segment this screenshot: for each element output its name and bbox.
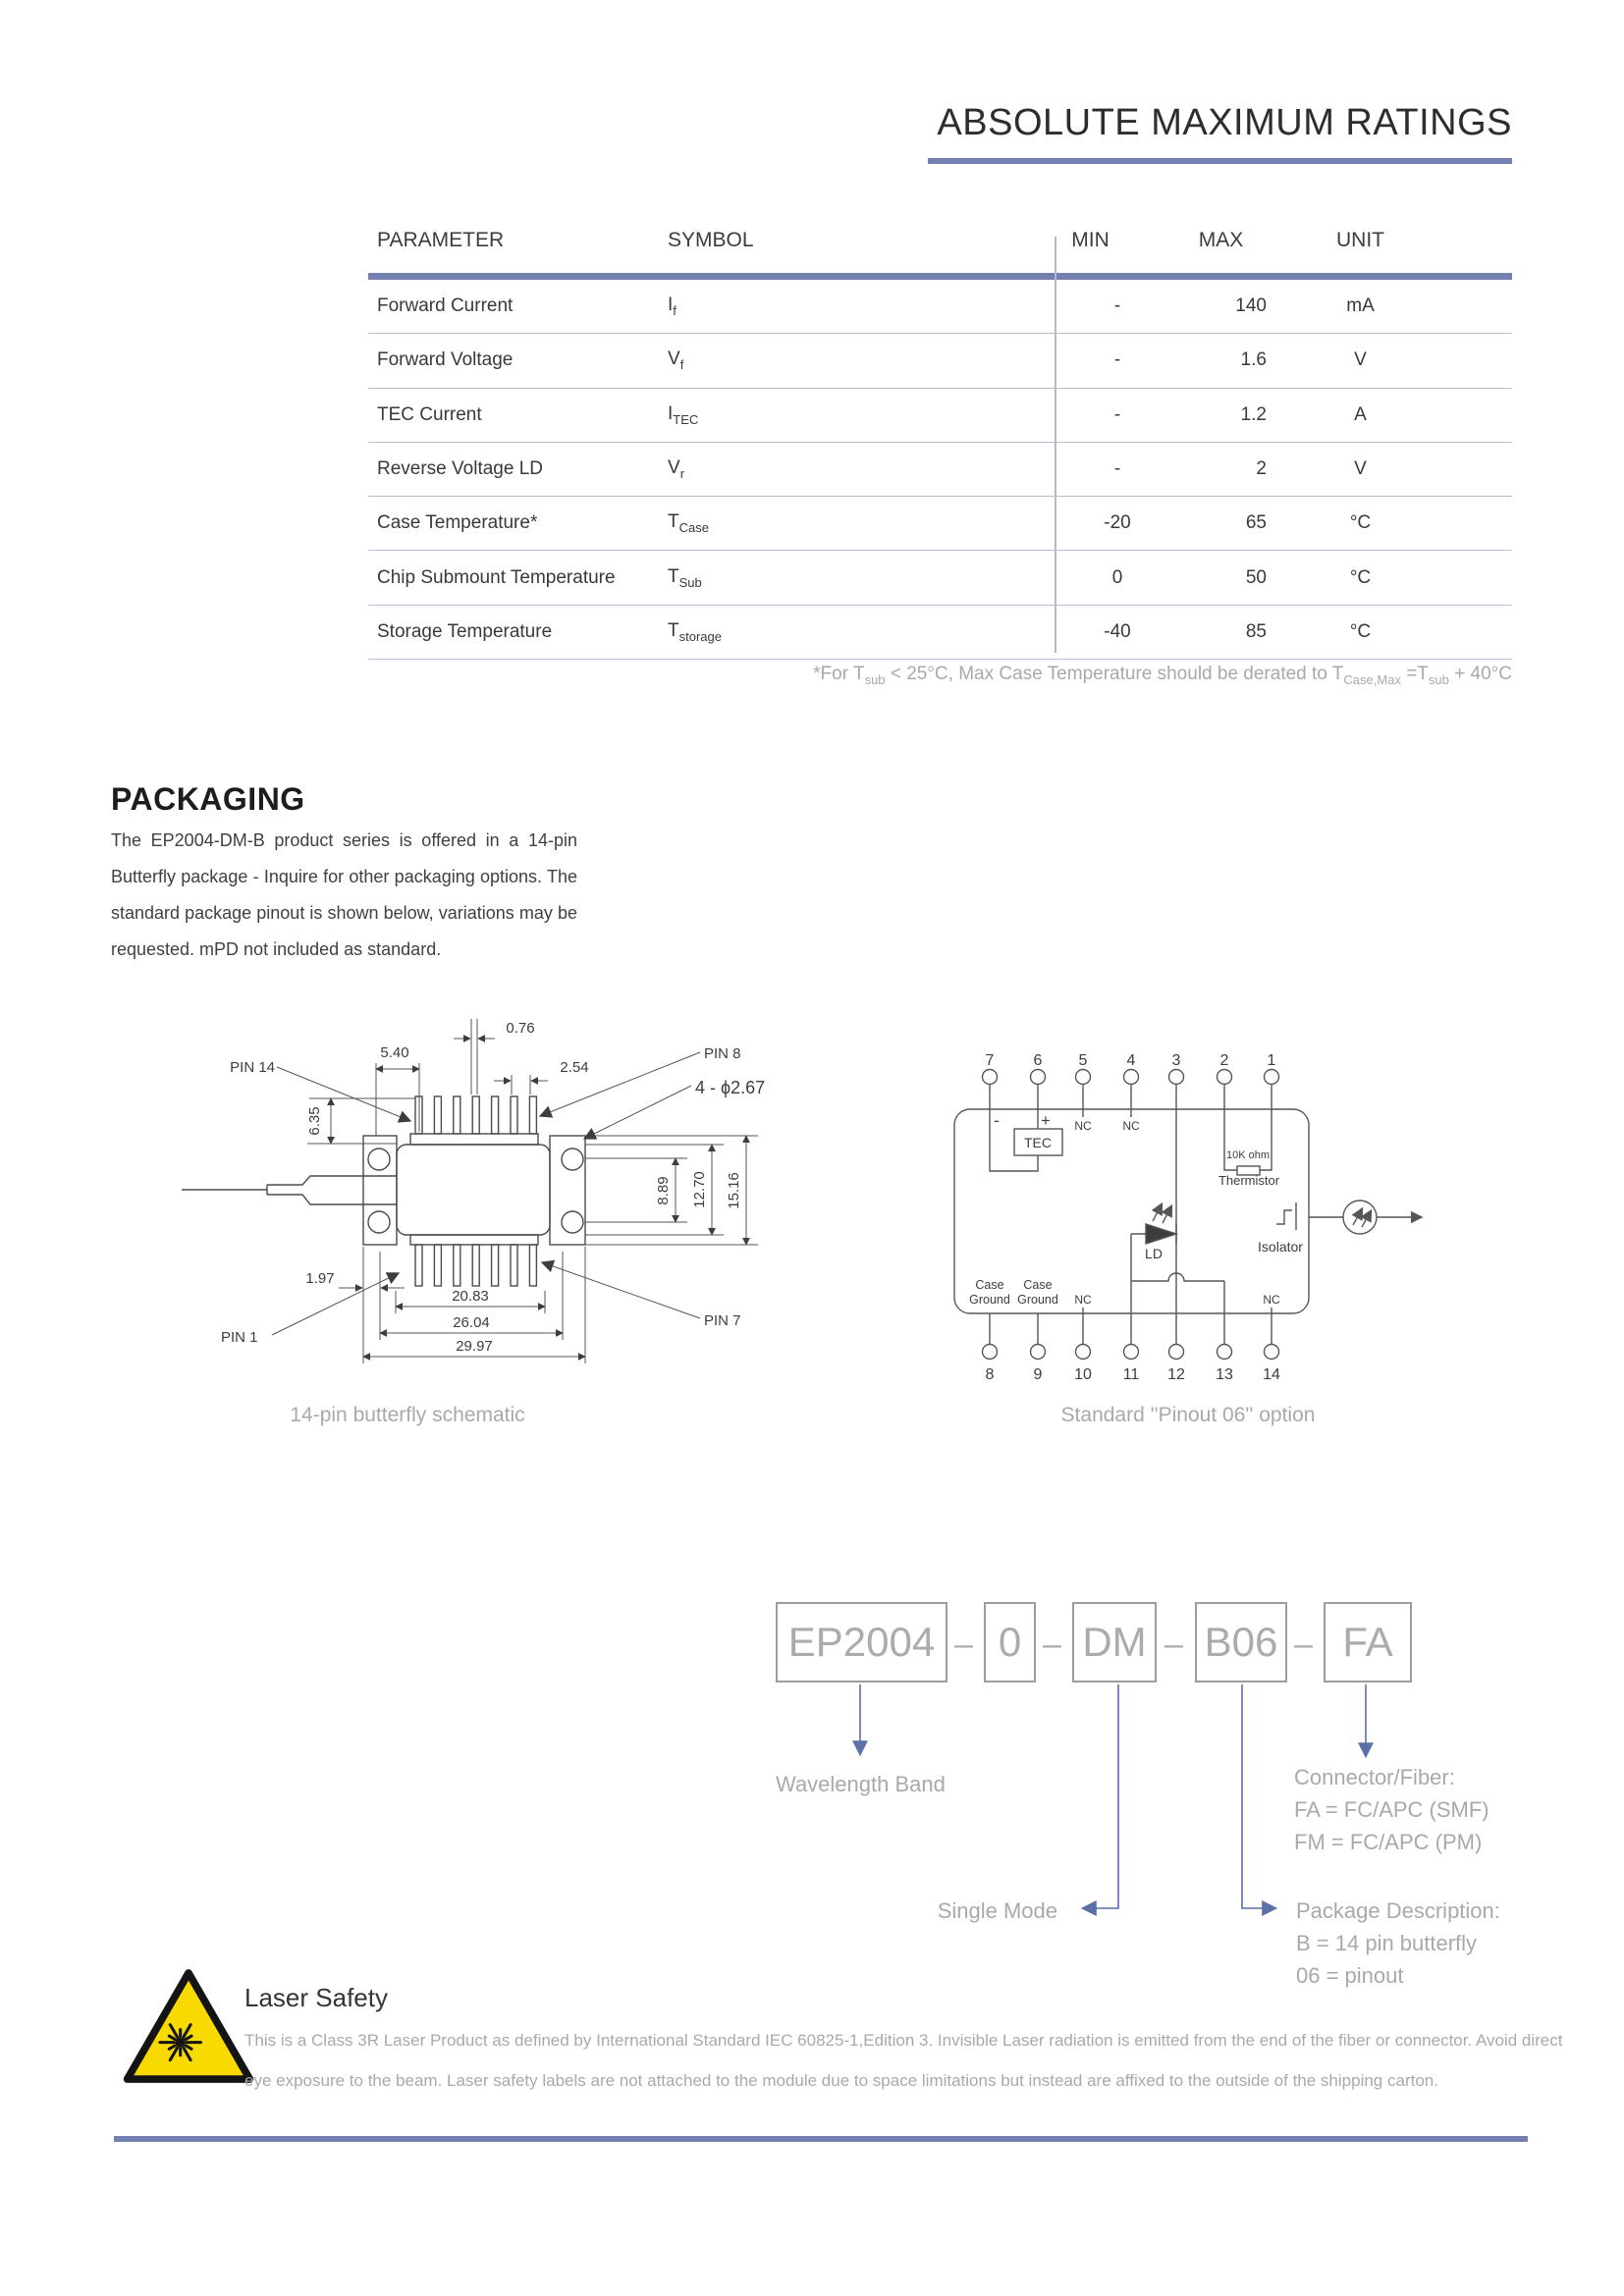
packaging-paragraph: The EP2004-DM-B product series is offered in a 14-pin Butterfly package - Inquire for other packaging options. The standard package pinout is shown below, variations may be requested. mPD not included as standard. bbox=[111, 830, 577, 959]
pin-number: 10 bbox=[1074, 1366, 1092, 1383]
pin7-label: PIN 7 bbox=[704, 1312, 741, 1329]
package-title: Package Description: bbox=[1296, 1898, 1500, 1923]
pin-circle bbox=[1031, 1070, 1046, 1085]
isolator-label: Isolator bbox=[1258, 1239, 1303, 1255]
symbol-cell: $I_f$ bbox=[668, 294, 677, 319]
mounting-hole bbox=[562, 1211, 583, 1233]
pinout-caption: Standard ''Pinout 06'' option bbox=[1060, 1404, 1316, 1426]
dim-pin-height: 6.35 bbox=[306, 1106, 323, 1136]
top-pin-numbers bbox=[986, 1052, 1276, 1069]
dim-flange-height: 15.16 bbox=[726, 1172, 742, 1209]
tec-plus: + bbox=[1041, 1111, 1051, 1130]
dash: – bbox=[954, 1626, 973, 1663]
bottom-pin bbox=[434, 1245, 441, 1286]
bottom-pin bbox=[492, 1245, 499, 1286]
table-row bbox=[368, 389, 1512, 443]
table-row bbox=[368, 334, 1512, 388]
laser-safety-line2: eye exposure to the beam. Laser safety labels are not attached to the module due to space limitations but instead are affixed to the outside of the shipping carton. bbox=[244, 2071, 1438, 2090]
dim-hole-span: 8.89 bbox=[655, 1176, 672, 1205]
dash: – bbox=[1164, 1626, 1183, 1663]
top-pin-rail bbox=[410, 1134, 538, 1145]
bottom-pin bbox=[472, 1245, 479, 1286]
laser-diode bbox=[1146, 1224, 1176, 1244]
case-ground-label: Ground bbox=[1017, 1293, 1058, 1307]
dash: – bbox=[1294, 1626, 1313, 1663]
pin-circle bbox=[1169, 1345, 1184, 1360]
nc-label: NC bbox=[1074, 1293, 1092, 1307]
pin-number: 8 bbox=[985, 1366, 995, 1383]
pin-circle bbox=[1076, 1345, 1091, 1360]
pin-number: 1 bbox=[1267, 1052, 1276, 1069]
parameter-cell: Storage Temperature bbox=[377, 620, 553, 642]
pin-circle bbox=[1265, 1070, 1279, 1085]
thermistor-label: Thermistor bbox=[1218, 1173, 1280, 1188]
symbol-cell: $V_f$ bbox=[668, 348, 684, 373]
column-header-parameter: PARAMETER bbox=[377, 229, 505, 251]
pin-number: 2 bbox=[1219, 1052, 1229, 1069]
case-ground-label: Case bbox=[975, 1278, 1004, 1292]
pin-number: 12 bbox=[1167, 1366, 1185, 1383]
packaging-heading: PACKAGING bbox=[111, 781, 305, 817]
symbol-subscript: Case bbox=[678, 520, 709, 536]
bottom-pin bbox=[529, 1245, 536, 1286]
table-row bbox=[368, 443, 1512, 497]
table-row bbox=[368, 551, 1512, 605]
unit-cell: V bbox=[1354, 349, 1367, 371]
mounting-hole bbox=[562, 1148, 583, 1170]
symbol-cell: $T_{storage}$ bbox=[668, 619, 722, 644]
footnote-subscript: sub bbox=[864, 672, 886, 687]
unit-cell: °C bbox=[1349, 512, 1372, 534]
laser-safety-line1: This is a Class 3R Laser Product as defined by International Standard IEC 60825-1,Edition 3. Invisible Laser radiation is emitted from the end of the fiber or connector. Avoid direct bbox=[244, 2031, 1563, 2050]
dash: – bbox=[1043, 1626, 1061, 1663]
bottom-pin bbox=[511, 1245, 517, 1286]
pin-number: 6 bbox=[1033, 1052, 1043, 1069]
min-cell: -20 bbox=[1104, 512, 1131, 534]
top-pin bbox=[454, 1096, 460, 1134]
pin-circle bbox=[1076, 1070, 1091, 1085]
pin-number: 7 bbox=[985, 1052, 995, 1069]
pin-circle bbox=[983, 1070, 998, 1085]
dim-mounting-holes: 4 - ϕ2.67 bbox=[695, 1078, 766, 1097]
unit-cell: °C bbox=[1349, 566, 1372, 588]
footnote-text: *For T bbox=[813, 664, 865, 684]
connector-title: Connector/Fiber: bbox=[1294, 1765, 1455, 1789]
parameter-cell: Chip Submount Temperature bbox=[377, 566, 616, 588]
column-header-min: MIN bbox=[1071, 229, 1110, 251]
min-cell: - bbox=[1113, 458, 1121, 480]
min-cell: - bbox=[1113, 403, 1121, 425]
symbol-subscript: TEC bbox=[673, 411, 699, 427]
min-cell: -40 bbox=[1104, 620, 1131, 642]
package-option-06: 06 = pinout bbox=[1296, 1963, 1404, 1988]
dim-lead-length: 5.40 bbox=[380, 1044, 409, 1061]
table-footnote bbox=[813, 664, 1512, 687]
parameter-cell: Reverse Voltage LD bbox=[377, 458, 543, 480]
pin-circle bbox=[1265, 1345, 1279, 1360]
table-row bbox=[368, 280, 1512, 334]
unit-cell: mA bbox=[1346, 295, 1375, 317]
column-header-unit: UNIT bbox=[1336, 229, 1384, 251]
max-cell: 2 bbox=[1256, 458, 1267, 480]
table-row bbox=[368, 497, 1512, 551]
parameter-cell: Case Temperature* bbox=[377, 512, 538, 534]
max-cell: 85 bbox=[1245, 620, 1267, 642]
package-option-b: B = 14 pin butterfly bbox=[1296, 1931, 1478, 1955]
mounting-hole bbox=[368, 1211, 390, 1233]
unit-cell: V bbox=[1354, 458, 1367, 480]
footer-rule bbox=[114, 2136, 1528, 2142]
part-number-package: B06 bbox=[1195, 1602, 1287, 1682]
page-title: ABSOLUTE MAXIMUM RATINGS bbox=[937, 102, 1512, 143]
symbol-cell: $V_r$ bbox=[668, 457, 685, 482]
parameter-cell: Forward Current bbox=[377, 295, 514, 317]
parameter-cell: TEC Current bbox=[377, 403, 482, 425]
max-cell: 1.6 bbox=[1240, 349, 1267, 371]
symbol-cell: $T_{Case}$ bbox=[668, 511, 709, 536]
pin8-label: PIN 8 bbox=[704, 1045, 741, 1062]
dim-pin-pitch: 2.54 bbox=[560, 1059, 589, 1076]
connector-fiber-annotation bbox=[1294, 1761, 1489, 1858]
pin-circle bbox=[1124, 1345, 1139, 1360]
wavelength-band-annotation: Wavelength Band bbox=[776, 1772, 946, 1796]
dim-flange-width: 29.97 bbox=[456, 1338, 493, 1355]
part-number-family: EP2004 bbox=[776, 1602, 947, 1682]
table-header-rule bbox=[368, 273, 1512, 280]
table-header-row bbox=[368, 229, 1512, 274]
pin-circle bbox=[1031, 1345, 1046, 1360]
case-ground-label: Ground bbox=[969, 1293, 1010, 1307]
top-pin bbox=[492, 1096, 499, 1134]
pin-circle bbox=[983, 1345, 998, 1360]
footnote-text: =T bbox=[1400, 664, 1429, 684]
top-pin bbox=[472, 1096, 479, 1134]
pin-number: 5 bbox=[1078, 1052, 1088, 1069]
footnote-text: < 25°C, Max Case Temperature should be derated to T bbox=[885, 664, 1344, 684]
pin-number: 3 bbox=[1171, 1052, 1181, 1069]
package-description-annotation bbox=[1296, 1895, 1500, 1992]
symbol-subscript: Sub bbox=[678, 574, 702, 590]
column-header-symbol: SYMBOL bbox=[668, 229, 754, 251]
min-cell: - bbox=[1113, 349, 1121, 371]
part-number-mode: DM bbox=[1072, 1602, 1157, 1682]
top-pin bbox=[434, 1096, 441, 1134]
min-cell: - bbox=[1113, 295, 1121, 317]
laser-safety-heading: Laser Safety bbox=[244, 1983, 388, 2012]
pinout-schematic bbox=[933, 1031, 1443, 1394]
symbol-cell: $T_{Sub}$ bbox=[668, 565, 702, 590]
pin-number: 11 bbox=[1122, 1366, 1140, 1383]
butterfly-caption: 14-pin butterfly schematic bbox=[290, 1404, 525, 1426]
parameter-cell: Forward Voltage bbox=[377, 349, 514, 371]
bottom-pin-numbers bbox=[986, 1366, 1280, 1383]
tec-minus: - bbox=[994, 1111, 1000, 1130]
bottom-pin-rail bbox=[410, 1235, 538, 1245]
footnote-subscript: sub bbox=[1428, 672, 1449, 687]
left-flange bbox=[363, 1136, 397, 1245]
top-pin-circles bbox=[983, 1070, 1279, 1085]
pin-number: 14 bbox=[1263, 1366, 1280, 1383]
pin-number: 4 bbox=[1126, 1052, 1136, 1069]
max-cell: 65 bbox=[1245, 512, 1267, 534]
part-number-wavelength: 0 bbox=[984, 1602, 1036, 1682]
symbol-subscript: f bbox=[679, 357, 684, 373]
symbol-subscript: r bbox=[679, 466, 685, 482]
pin-circle bbox=[1124, 1070, 1139, 1085]
symbol-cell: $I_{TEC}$ bbox=[668, 402, 699, 427]
fiber-output-symbol bbox=[1343, 1201, 1377, 1234]
butterfly-package-drawing bbox=[137, 1001, 844, 1394]
pin-circle bbox=[1218, 1345, 1232, 1360]
table-body bbox=[368, 280, 1512, 660]
column-header-max: MAX bbox=[1198, 229, 1244, 251]
laser-safety-text bbox=[244, 2020, 1563, 2101]
part-number-connector: FA bbox=[1324, 1602, 1412, 1682]
package-body bbox=[397, 1145, 550, 1235]
pin-circle bbox=[1169, 1070, 1184, 1085]
title-underline bbox=[928, 158, 1512, 164]
symbol-subscript: storage bbox=[678, 628, 722, 644]
max-cell: 50 bbox=[1245, 566, 1267, 588]
fiber-boot bbox=[267, 1176, 397, 1204]
single-mode-annotation: Single Mode bbox=[937, 1898, 1057, 1923]
dim-edge-offset: 1.97 bbox=[305, 1270, 335, 1287]
mounting-hole bbox=[368, 1148, 390, 1170]
dim-body-height: 12.70 bbox=[691, 1171, 708, 1208]
bottom-pin bbox=[415, 1245, 422, 1286]
bottom-pin-circles bbox=[983, 1345, 1279, 1360]
pin-circle bbox=[1218, 1070, 1232, 1085]
package-pins bbox=[415, 1096, 536, 1286]
top-pin bbox=[511, 1096, 517, 1134]
ld-label: LD bbox=[1145, 1246, 1163, 1261]
nc-label: NC bbox=[1122, 1119, 1140, 1133]
nc-label: NC bbox=[1074, 1119, 1092, 1133]
dim-pin-width: 0.76 bbox=[506, 1020, 535, 1037]
bottom-pin bbox=[454, 1245, 460, 1286]
pin-number: 9 bbox=[1033, 1366, 1043, 1383]
connector-option-fm: FM = FC/APC (PM) bbox=[1294, 1830, 1483, 1854]
connector-option-fa: FA = FC/APC (SMF) bbox=[1294, 1797, 1489, 1822]
thermistor-value: 10K ohm bbox=[1225, 1149, 1271, 1161]
unit-cell: A bbox=[1354, 403, 1367, 425]
max-cell: 140 bbox=[1235, 295, 1267, 317]
footnote-text: + 40°C bbox=[1448, 664, 1512, 684]
pin14-label: PIN 14 bbox=[230, 1059, 275, 1076]
pin1-label: PIN 1 bbox=[221, 1329, 258, 1346]
max-cell: 1.2 bbox=[1240, 403, 1267, 425]
top-pin bbox=[529, 1096, 536, 1134]
unit-cell: °C bbox=[1349, 620, 1372, 642]
dim-pin-span: 20.83 bbox=[452, 1288, 489, 1305]
footnote-subscript: Case,Max bbox=[1343, 672, 1401, 687]
dim-body-width: 26.04 bbox=[453, 1314, 490, 1331]
pin-number: 13 bbox=[1216, 1366, 1233, 1383]
symbol-subscript: f bbox=[673, 303, 677, 319]
laser-warning-icon bbox=[120, 1966, 257, 2086]
nc-label: NC bbox=[1263, 1293, 1280, 1307]
case-ground-label: Case bbox=[1023, 1278, 1053, 1292]
table-row bbox=[368, 606, 1512, 660]
min-cell: 0 bbox=[1111, 566, 1123, 588]
absolute-maximum-ratings-table bbox=[368, 221, 1512, 692]
tec-label: TEC bbox=[1024, 1135, 1052, 1150]
